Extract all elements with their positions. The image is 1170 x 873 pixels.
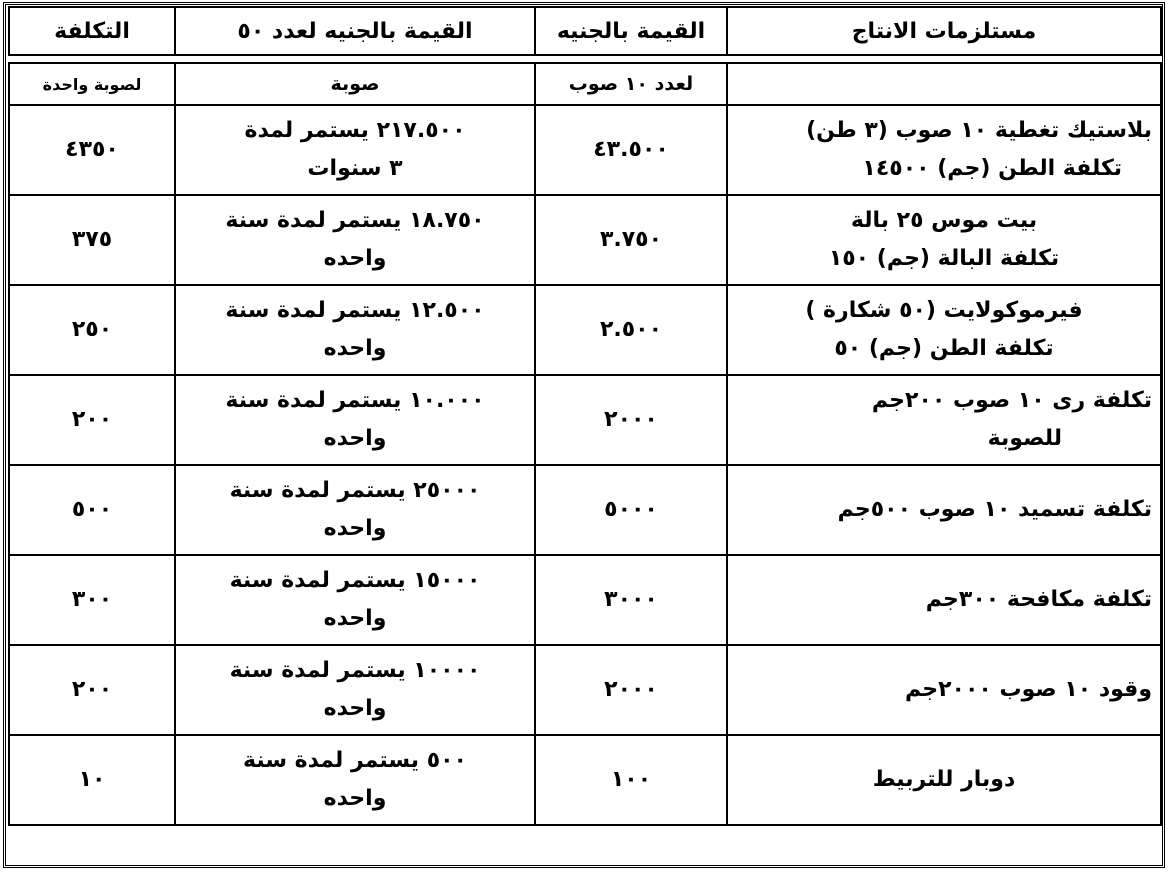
item-line1: فيرموكولايت (٥٠ شكارة ) [805, 298, 1083, 323]
value-cell: ١٠٠ [535, 735, 727, 825]
value50-line1: ٢١٧.٥٠٠ يستمر لمدة [244, 118, 466, 143]
cost-cell: ٤٣٥٠ [9, 105, 175, 195]
item-cell [727, 555, 1161, 645]
subheader-value: لعدد ١٠ صوب [535, 63, 727, 105]
value50-line2: واحده [323, 426, 387, 451]
gap-row [9, 55, 1161, 63]
subheader-value-50: صوبة [175, 63, 535, 105]
item-cell [727, 735, 1161, 825]
item-line1: تكلفة رى ١٠ صوب ٢٠٠جم [871, 388, 1152, 413]
value50-cell [175, 285, 535, 375]
item-line1: بيت موس ٢٥ بالة [850, 208, 1038, 233]
header-value-50: القيمة بالجنيه لعدد ٥٠ [175, 7, 535, 55]
value50-line1: ٢٥٠٠٠ يستمر لمدة سنة [229, 478, 481, 503]
value50-cell [175, 555, 535, 645]
table-row [9, 645, 1161, 735]
item-line1: دوبار للتربيط [872, 767, 1016, 792]
value50-line2: واحده [323, 786, 387, 811]
table-row [9, 105, 1161, 195]
header-value: القيمة بالجنيه [535, 7, 727, 55]
value50-line2: واحده [323, 516, 387, 541]
header-production-inputs: مستلزمات الانتاج [727, 7, 1161, 55]
subheader-cost: لصوبة واحدة [9, 63, 175, 105]
item-line1: تكلفة مكافحة ٣٠٠جم [925, 587, 1152, 612]
subheader-col1 [727, 63, 1161, 105]
table-row [9, 375, 1161, 465]
value50-cell [175, 195, 535, 285]
item-cell [727, 105, 1161, 195]
table-row [9, 465, 1161, 555]
value50-cell [175, 735, 535, 825]
value50-line2: واحده [323, 336, 387, 361]
cost-cell: ٣٧٥ [9, 195, 175, 285]
item-line2: تكلفة البالة (جم) ١٥٠ [828, 246, 1060, 271]
value50-line1: ١٠٠٠٠ يستمر لمدة سنة [229, 658, 481, 683]
item-cell [727, 375, 1161, 465]
value50-line2: واحده [323, 696, 387, 721]
value50-cell [175, 375, 535, 465]
item-line1: بلاستيك تغطية ١٠ صوب (٣ طن) [806, 118, 1152, 143]
item-line2: تكلفة الطن (جم) ٥٠ [834, 336, 1054, 361]
value-cell: ٥٠٠٠ [535, 465, 727, 555]
header-row [9, 7, 1161, 55]
cost-cell: ٣٠٠ [9, 555, 175, 645]
item-cell [727, 195, 1161, 285]
item-line2: للصوبة [987, 426, 1062, 451]
production-cost-table [8, 6, 1162, 826]
value50-line1: ١٢.٥٠٠ يستمر لمدة سنة [225, 298, 485, 323]
value50-line1: ١٥٠٠٠ يستمر لمدة سنة [229, 568, 481, 593]
value-cell: ٢.٥٠٠ [535, 285, 727, 375]
item-cell [727, 465, 1161, 555]
subheader-row [9, 63, 1161, 105]
header-cost: التكلفة [9, 7, 175, 55]
value50-cell [175, 105, 535, 195]
item-line2: تكلفة الطن (جم) ١٤٥٠٠ [862, 156, 1122, 181]
value50-line1: ١٠.٠٠٠ يستمر لمدة سنة [225, 388, 485, 413]
value50-line2: ٣ سنوات [307, 156, 403, 181]
cost-cell: ١٠ [9, 735, 175, 825]
value50-line2: واحده [323, 246, 387, 271]
cost-cell: ٥٠٠ [9, 465, 175, 555]
value50-line1: ٥٠٠ يستمر لمدة سنة [243, 748, 467, 773]
value50-cell [175, 465, 535, 555]
table-row [9, 285, 1161, 375]
item-cell [727, 645, 1161, 735]
table-row [9, 555, 1161, 645]
value50-line2: واحده [323, 606, 387, 631]
value50-line1: ١٨.٧٥٠ يستمر لمدة سنة [225, 208, 485, 233]
cost-cell: ٢٥٠ [9, 285, 175, 375]
item-line1: وقود ١٠ صوب ٢٠٠٠جم [905, 677, 1152, 702]
cost-cell: ٢٠٠ [9, 375, 175, 465]
value-cell: ٣٠٠٠ [535, 555, 727, 645]
item-line1: تكلفة تسميد ١٠ صوب ٥٠٠جم [837, 497, 1152, 522]
value50-cell [175, 645, 535, 735]
table-row [9, 735, 1161, 825]
value-cell: ٤٣.٥٠٠ [535, 105, 727, 195]
value-cell: ٣.٧٥٠ [535, 195, 727, 285]
value-cell: ٢٠٠٠ [535, 375, 727, 465]
cost-cell: ٢٠٠ [9, 645, 175, 735]
item-cell [727, 285, 1161, 375]
table-row [9, 195, 1161, 285]
value-cell: ٢٠٠٠ [535, 645, 727, 735]
